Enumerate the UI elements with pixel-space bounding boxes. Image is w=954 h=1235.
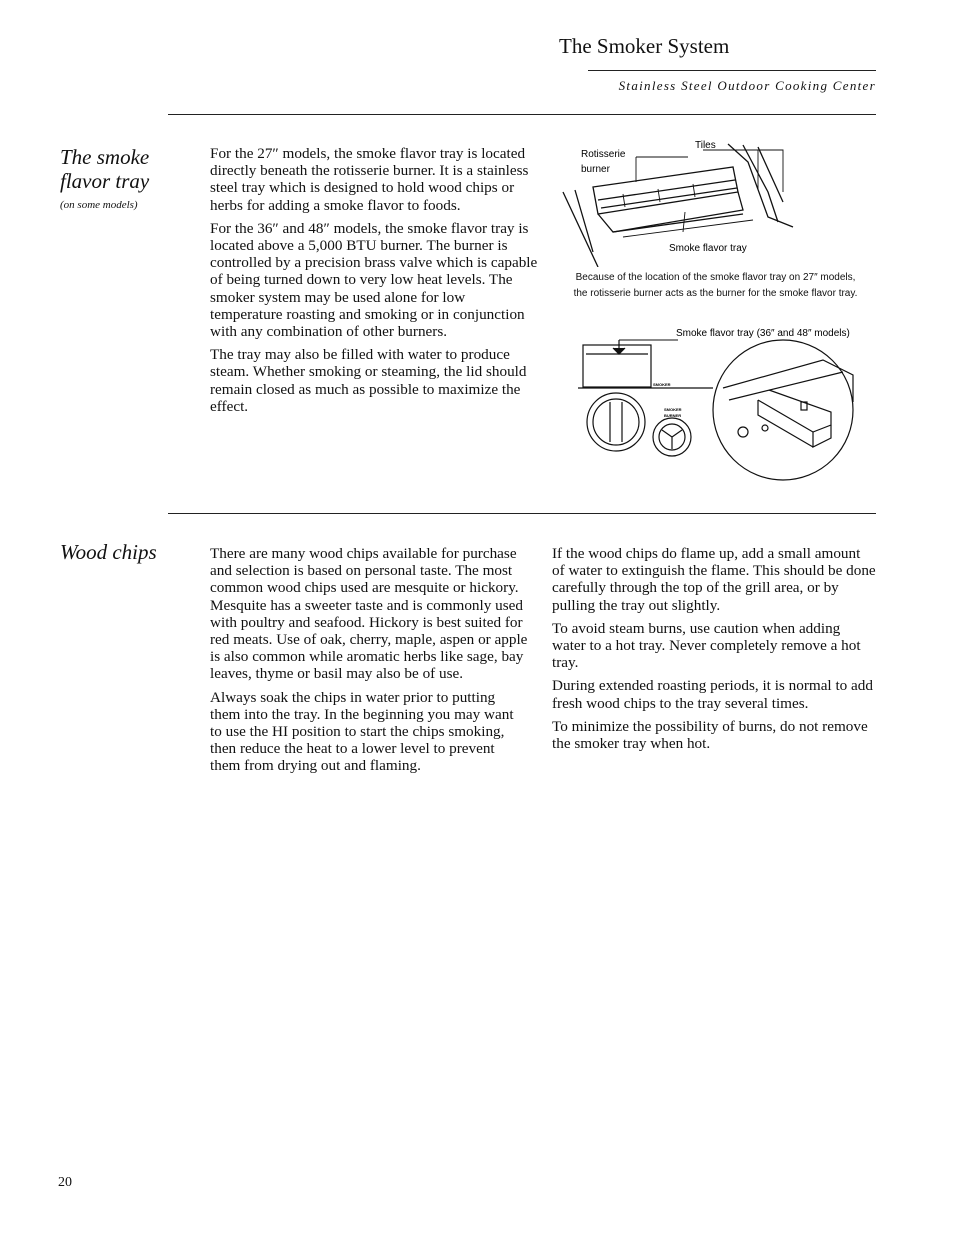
page-number: 20 — [58, 1175, 72, 1190]
body-paragraph: For the 36″ and 48″ models, the smoke flavor tray is located above a 5,000 BTU burner. The burner is controlled by a precision brass valve which is capable of being turned down to very low heat levels. The smoker system may be used alone for low temperature roasting and smoking or in conjunction with any combination of other burners. — [210, 219, 538, 341]
label-rotisserie-1: Rotisserie — [581, 149, 626, 160]
figure1-caption — [553, 270, 878, 302]
label-rotisserie-2: burner — [581, 164, 610, 175]
caption-line: Because of the location of the smoke flavor tray on 27″ models, — [575, 272, 856, 283]
section-note: (on some models) — [60, 199, 138, 211]
body-paragraph: During extended roasting periods, it is normal to add fresh wood chips to the tray several times. — [552, 677, 873, 712]
body-paragraph: There are many wood chips available for purchase and selection is based on personal taste. The most common wood chips used are mesquite or hickory. Mesquite has a sweeter taste and is commonly used with poultry and seafood. Hickory is best suited for red meats. Use of oak, cherry, maple, aspen or apple is also common while aromatic herbs like sage, bay leaves, thyme or basil may also be of use. — [210, 545, 528, 683]
body-paragraph: Always soak the chips in water prior to putting them into the tray. In the beginning you may want to use the HI position to start the chips smoking, then reduce the heat to a lower level to prevent them from drying out and flaming. — [210, 688, 514, 775]
label-smoke-tray-large: Smoke flavor tray (36″ and 48″ models) — [676, 328, 850, 339]
section-heading-smoke-tray — [60, 145, 149, 193]
figure-rotisserie-tray — [553, 132, 878, 267]
panel-label: SMOKER — [653, 382, 671, 387]
body-paragraph: If the wood chips do flame up, add a small amount of water to extinguish the flame. This should be done carefully through the top of the grill area, or by pulling the tray out slightly. — [552, 545, 876, 614]
section-heading-line2: flavor tray — [60, 169, 150, 193]
knob-label-2: BURNER — [664, 413, 682, 418]
caption-line: the rotisserie burner acts as the burner for the smoke flavor tray. — [573, 288, 858, 299]
knob-label-1: SMOKER — [664, 407, 682, 412]
body-paragraph: To avoid steam burns, use caution when adding water to a hot tray. Never completely remove a hot tray. — [552, 619, 861, 672]
label-tiles: Tiles — [695, 140, 716, 151]
page-subtitle: Stainless Steel Outdoor Cooking Center — [618, 78, 876, 93]
section-divider-middle — [168, 513, 876, 514]
section-divider-top — [168, 114, 876, 115]
label-smoke-tray: Smoke flavor tray — [669, 243, 747, 254]
header-rule — [588, 70, 876, 71]
section-heading-wood-chips: Wood chips — [60, 540, 157, 564]
figure-smoker-panel — [553, 320, 878, 485]
body-paragraph: For the 27″ models, the smoke flavor tray is located directly beneath the rotisserie burner. It is a stainless steel tray which is designed to hold wood chips or herbs for adding a smoke flavor to foods. — [210, 145, 529, 214]
wood-chips-column-1 — [210, 545, 528, 781]
body-paragraph: The tray may also be filled with water to produce steam. Whether smoking or steaming, the lid should remain closed as much as possible to maximize the effect. — [210, 346, 527, 415]
body-paragraph: To minimize the possibility of burns, do not remove the smoker tray when hot. — [552, 717, 868, 753]
wood-chips-column-2 — [552, 545, 876, 758]
section-heading-line1: The smoke — [60, 145, 150, 169]
smoke-tray-body — [210, 145, 540, 421]
page-title: The Smoker System — [559, 34, 730, 58]
